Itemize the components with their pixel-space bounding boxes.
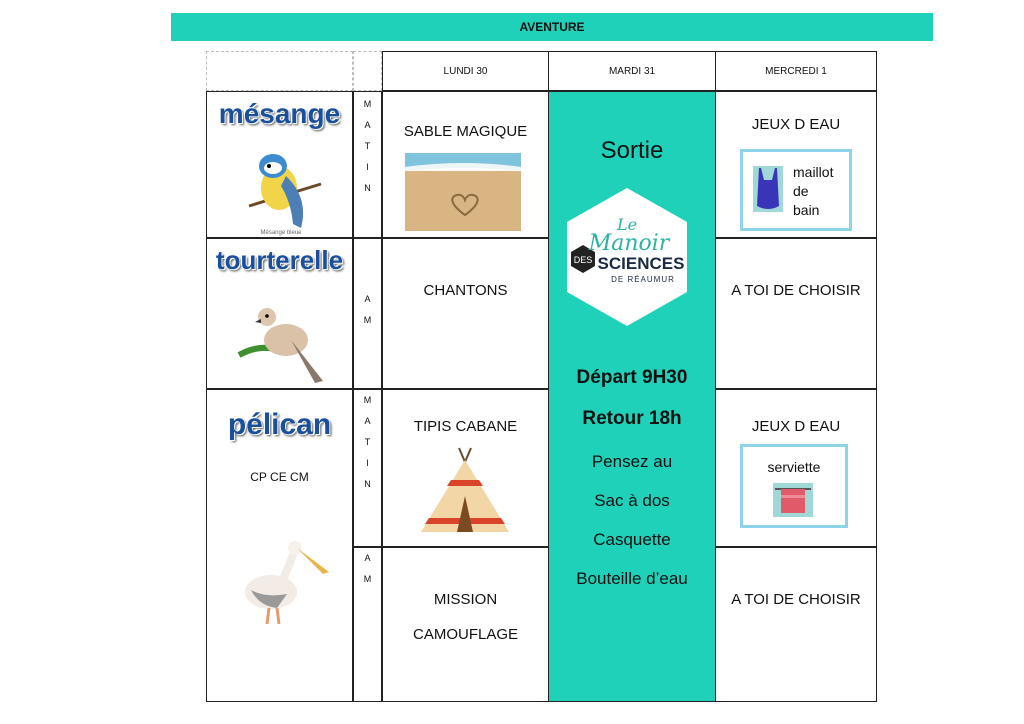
day-label: MERCREDI 1: [765, 65, 827, 77]
group-mesange: [206, 91, 353, 238]
day-header-tuesday: [548, 51, 716, 91]
group-tourterelle: [206, 238, 353, 389]
logo-sciences: SCIENCES: [597, 254, 685, 273]
tipi-image: [415, 446, 515, 538]
session-letter: M: [363, 574, 372, 584]
activity-wednesday-am-2: [715, 547, 877, 702]
activity-label: CHANTONS: [423, 282, 508, 299]
logo-reaumur: DE RÉAUMUR: [611, 275, 675, 284]
session-letter: N: [364, 479, 371, 489]
activity-monday-am-2: [382, 547, 549, 702]
session-letter: M: [363, 99, 372, 109]
session-letter: M: [363, 315, 372, 325]
outing-tuesday: [548, 91, 716, 702]
reminder-item: Casquette: [593, 530, 671, 549]
session-am-2: [353, 547, 382, 702]
activity-label-line2: CAMOUFLAGE: [412, 626, 518, 643]
swimsuit-card: [740, 149, 852, 231]
session-matin-2: [353, 389, 382, 547]
logo-le: Le: [616, 215, 638, 234]
reminder-item: Sac à dos: [594, 491, 670, 510]
page-title: AVENTURE: [171, 13, 933, 41]
card-text: serviette: [767, 459, 821, 475]
sand-heart-image: [405, 153, 521, 231]
logo-badge: DES: [573, 255, 593, 265]
session-letter: T: [364, 437, 371, 447]
activity-label: A TOI DE CHOISIR: [731, 591, 861, 608]
session-letter: N: [364, 183, 371, 193]
dove-image: [231, 285, 331, 385]
blue-tit-image: [231, 136, 331, 236]
activity-label: JEUX D EAU: [751, 418, 841, 435]
header-empty-corner: [206, 51, 353, 91]
header-empty-session: [353, 51, 382, 91]
outing-heading: Sortie: [600, 137, 664, 164]
day-header-wednesday: [715, 51, 877, 91]
departure-time: Départ 9H30: [576, 367, 688, 388]
reminder-item: Bouteille d’eau: [576, 569, 688, 588]
group-name: mésange: [218, 98, 341, 129]
activity-label: A TOI DE CHOISIR: [731, 282, 861, 299]
activity-wednesday-matin-2: [715, 389, 877, 547]
reminder-item: Pensez au: [591, 452, 673, 471]
activity-monday-matin-2: [382, 389, 549, 547]
day-header-monday: [382, 51, 549, 91]
session-letter: A: [364, 553, 371, 563]
activity-monday-am-1: [382, 238, 549, 389]
pelican-image: [231, 532, 331, 632]
card-text-line: bain: [793, 202, 820, 218]
day-label: MARDI 31: [608, 65, 656, 77]
svg-text:Mésange bleue: Mésange bleue: [260, 230, 302, 236]
group-pelican: [206, 389, 353, 702]
session-letter: M: [363, 395, 372, 405]
card-text-line: maillot: [793, 164, 834, 180]
session-letter: I: [366, 162, 369, 172]
session-letter: T: [364, 141, 371, 151]
session-letter: A: [364, 416, 371, 426]
swimsuit-icon: [753, 166, 783, 212]
session-letter: A: [364, 120, 371, 130]
session-am-1: [353, 238, 382, 389]
towel-card: [740, 444, 848, 528]
day-label: LUNDI 30: [443, 65, 488, 77]
activity-label: JEUX D EAU: [751, 116, 841, 133]
session-matin-1: [353, 91, 382, 238]
activity-label: TIPIS CABANE: [413, 418, 518, 435]
activity-label-line1: MISSION: [433, 591, 498, 608]
group-name: tourterelle: [215, 245, 344, 275]
return-time: Retour 18h: [582, 408, 682, 429]
activity-wednesday-am-1: [715, 238, 877, 389]
group-levels: CP CE CM: [250, 470, 309, 484]
card-text-line: de: [793, 183, 809, 199]
logo-manoir: Manoir: [588, 231, 670, 256]
towel-icon: [773, 483, 813, 517]
activity-wednesday-matin-1: [715, 91, 877, 238]
activity-label: SABLE MAGIQUE: [403, 123, 528, 140]
activity-monday-matin-1: [382, 91, 549, 238]
session-letter: I: [366, 458, 369, 468]
session-letter: A: [364, 294, 371, 304]
manoir-sciences-logo: [563, 186, 691, 328]
group-name: pélican: [227, 408, 332, 441]
